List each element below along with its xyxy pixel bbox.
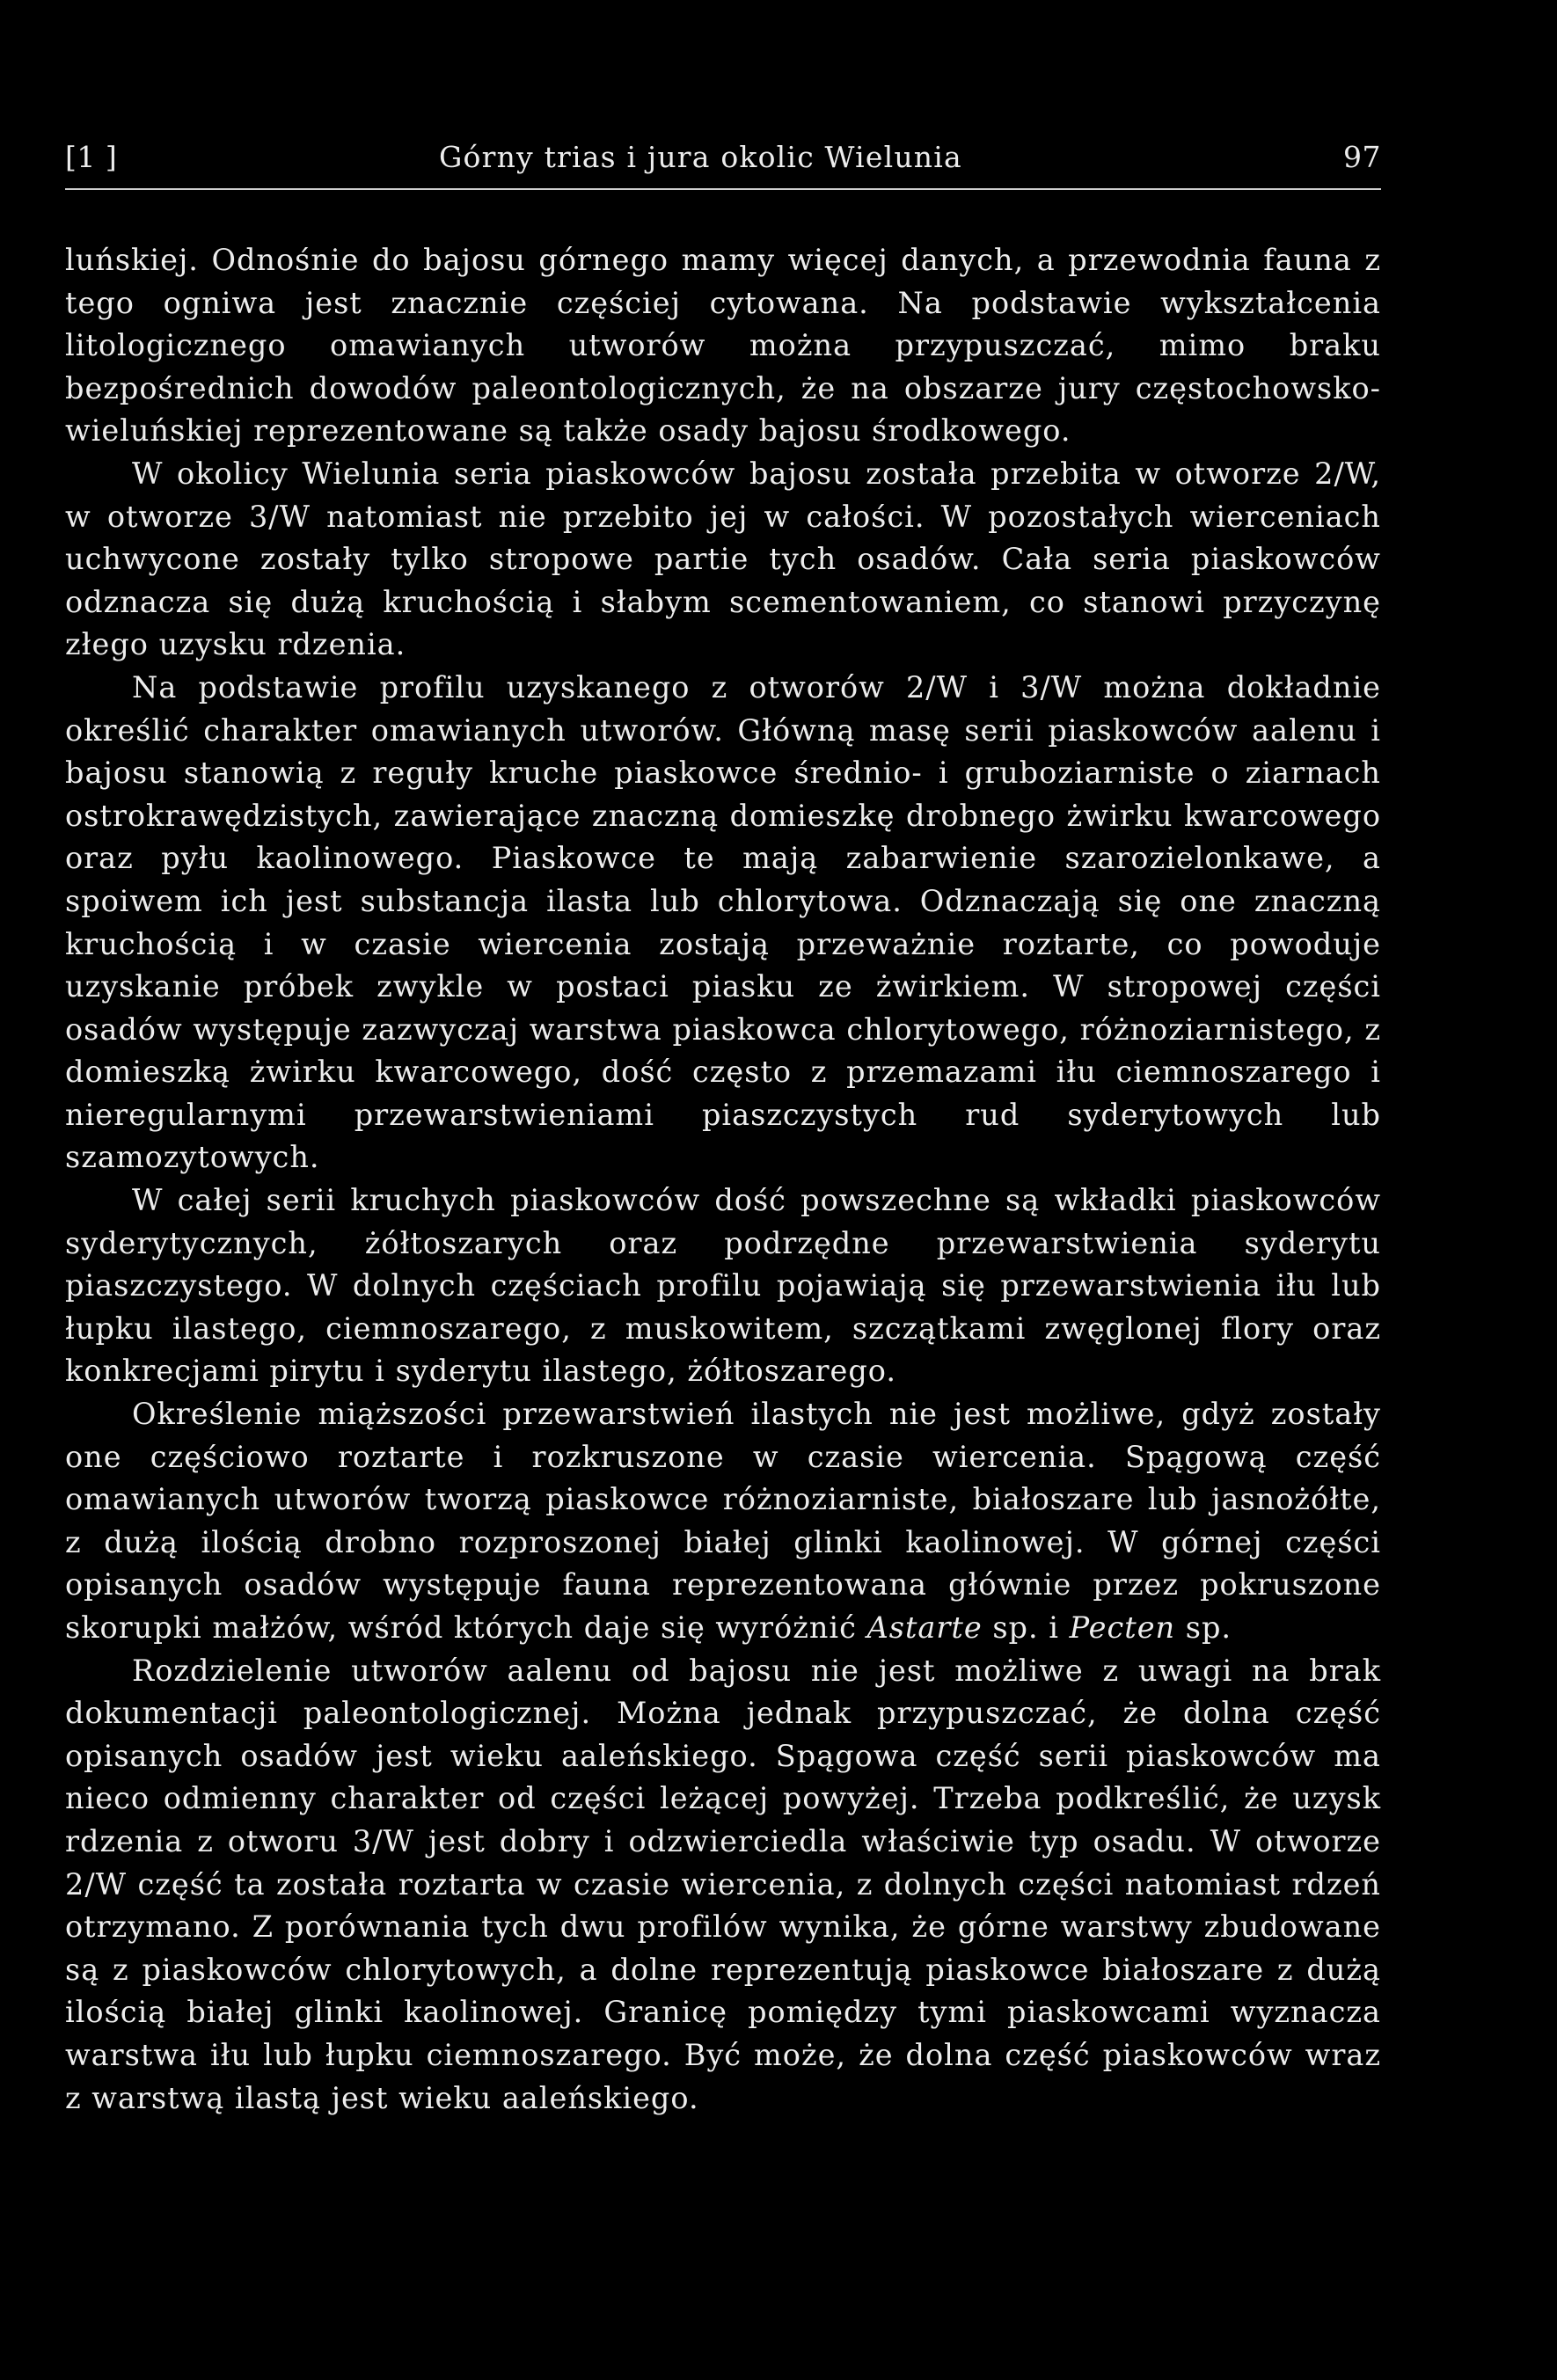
page-number: 97	[1343, 140, 1381, 174]
paragraph-1: luńskiej. Odnośnie do bajosu górnego mamy więcej danych, a przewodnia fauna z tego ogniwa jest znacznie częściej cytowana. Na podstawie wykształcenia litologicznego omawianych utworów można przypuszczać, mimo braku bezpośrednich dowodów paleontologicznych, że na obszarze jury częstochowsko-wieluńskiej reprezentowane są także osady bajosu środkowego.	[65, 243, 1381, 449]
paragraph-5-text-b: sp. i	[982, 1610, 1070, 1645]
running-head	[65, 134, 1381, 181]
body-text	[65, 239, 1381, 2120]
section-marker: [1 ]	[65, 140, 118, 174]
paragraph-5-text-a: Określenie miąższości przewarstwień ilastych nie jest możliwe, gdyż zostały one częściowo roztarte i rozkruszone w czasie wiercenia. Spągową część omawianych utworów tworzą piaskowce różnoziarniste, białoszare lub jasnożółte, z dużą ilością drobno rozproszonej białej glinki kaolinowej. W górnej części opisanych osadów występuje fauna reprezentowana głównie przez pokruszone skorupki małżów, wśród których daje się wyróżnić	[65, 1397, 1381, 1645]
paragraph-5-text-c: sp.	[1175, 1610, 1232, 1645]
paragraph-2: W okolicy Wielunia seria piaskowców bajosu została przebita w otworze 2/W, w otworze 3/W natomiast nie przebito jej w całości. W pozostałych wierceniach uchwycone zostały tylko stropowe partie tych osadów. Cała seria piaskowców odznacza się dużą kruchością i słabym scementowaniem, co stanowi przyczynę złego uzysku rdzenia.	[65, 456, 1381, 662]
running-title: Górny trias i jura okolic Wielunia	[439, 140, 962, 174]
paragraph-3: Na podstawie profilu uzyskanego z otworów 2/W i 3/W można dokładnie określić charakter omawianych utworów. Główną masę serii piaskowców aalenu i bajosu stanowią z reguły kruche piaskowce średnio- i gruboziarniste o ziarnach ostrokrawędzistych, zawierające znaczną domieszkę drobnego żwirku kwarcowego oraz pyłu kaolinowego. Piaskowce te mają zabarwienie szarozielonkawe, a spoiwem ich jest substancja ilasta lub chlorytowa. Odznaczają się one znaczną kruchością i w czasie wiercenia zostają przeważnie roztarte, co powoduje uzyskanie próbek zwykle w postaci piasku ze żwirkiem. W stropowej części osadów występuje zazwyczaj warstwa piaskowca chlorytowego, różnoziarnistego, z domieszką żwirku kwarcowego, dość często z przemazami iłu ciemnoszarego i nieregularnymi przewarstwieniami piaszczystych rud syderytowych lub szamozytowych.	[65, 669, 1381, 1175]
paragraph-5	[65, 1393, 1381, 1650]
paragraph-4: W całej serii kruchych piaskowców dość powszechne są wkładki piaskowców syderytycznych, żółtoszarych oraz podrzędne przewarstwienia syderytu piaszczystego. W dolnych częściach profilu pojawiają się przewarstwienia iłu lub łupku ilastego, ciemnoszarego, z muskowitem, szczątkami zwęglonej flory oraz konkrecjami pirytu i syderytu ilastego, żółtoszarego.	[65, 1183, 1381, 1389]
genus-astarte: Astarte	[866, 1610, 983, 1645]
paragraph-6: Rozdzielenie utworów aalenu od bajosu nie jest możliwe z uwagi na brak dokumentacji paleontologicznej. Można jednak przypuszczać, że dolna część opisanych osadów jest wieku aaleńskiego. Spągowa część serii piaskowców ma nieco odmienny charakter od części leżącej powyżej. Trzeba podkreślić, że uzysk rdzenia z otworu 3/W jest dobry i odzwierciedla właściwie typ osadu. W otworze 2/W część ta została roztarta w czasie wiercenia, z dolnych części natomiast rdzeń otrzymano. Z porównania tych dwu profilów wynika, że górne warstwy zbudowane są z piaskowców chlorytowych, a dolne reprezentują piaskowce białoszare z dużą ilością białej glinki kaolinowej. Granicę pomiędzy tymi piaskowcami wyznacza warstwa iłu lub łupku ciemnoszarego. Być może, że dolna część piaskowców wraz z warstwą ilastą jest wieku aaleńskiego.	[65, 1653, 1381, 2115]
header-rule	[65, 188, 1381, 190]
genus-pecten: Pecten	[1069, 1610, 1176, 1645]
